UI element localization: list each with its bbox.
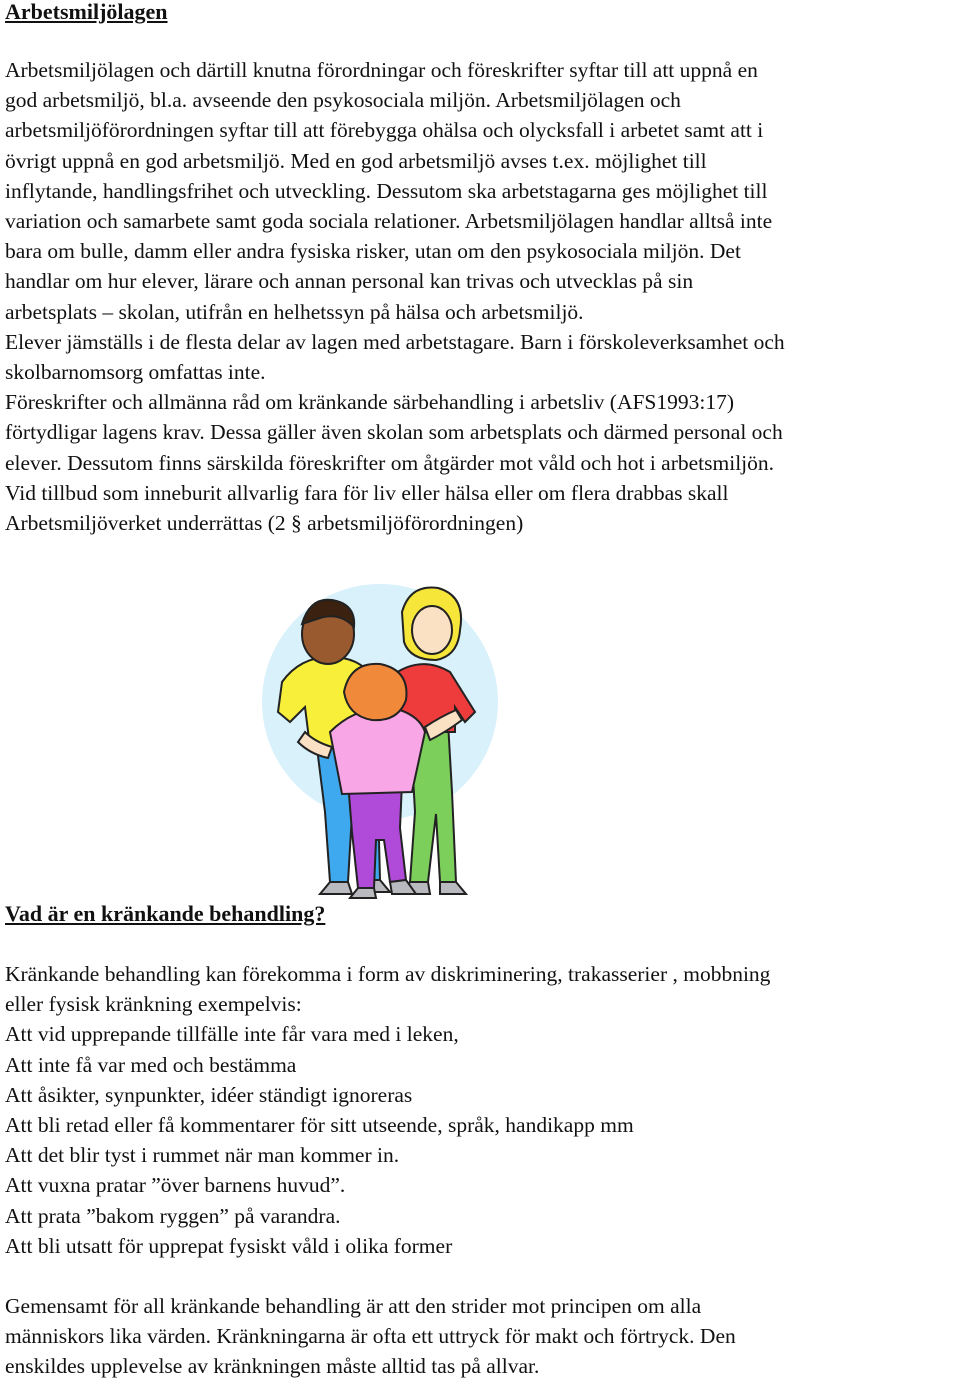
children-holding-hands-illustration xyxy=(260,582,500,902)
paragraph-spacer xyxy=(5,1261,955,1291)
list-item: Att vid upprepande tillfälle inte får vara med i leken, xyxy=(5,1022,459,1047)
paragraph-line: Arbetsmiljöverket underrättas (2 § arbetsmiljöförordningen) xyxy=(5,511,524,536)
section-arbetsmiljolagen xyxy=(5,55,955,538)
list-item: Att bli retad eller få kommentarer för sitt utseende, språk, handikapp mm xyxy=(5,1113,634,1138)
list-item: Att inte få var med och bestämma xyxy=(5,1052,297,1077)
list-item: Att bli utsatt för upprepat fysiskt våld i olika former xyxy=(5,1233,453,1258)
page-title: Arbetsmiljölagen xyxy=(5,0,168,24)
paragraph-line: Elever jämställs i de flesta delar av lagen med arbetstagare. Barn i förskoleverksamhet och xyxy=(5,329,785,354)
section-heading: Vad är en kränkande behandling? xyxy=(5,901,326,926)
paragraph-line: förtydligar lagens krav. Dessa gäller även skolan som arbetsplats och därmed personal och xyxy=(5,420,783,445)
paragraph-line: handlar om hur elever, lärare och annan personal kan trivas och utvecklas på sin xyxy=(5,269,694,294)
list-item: Att vuxna pratar ”över barnens huvud”. xyxy=(5,1173,346,1198)
paragraph-line: övrigt uppnå en god arbetsmiljö. Med en god arbetsmiljö avses t.ex. möjlighet till xyxy=(5,148,707,173)
paragraph-line: människors lika värden. Kränkningarna är ofta ett uttryck för makt och förtryck. Den xyxy=(5,1324,736,1349)
paragraph-line: arbetsplats – skolan, utifrån en helhetssyn på hälsa och arbetsmiljö. xyxy=(5,299,584,324)
paragraph-line: Vid tillbud som inneburit allvarlig fara för liv eller hälsa eller om flera drabbas skall xyxy=(5,480,729,505)
paragraph-line: bara om bulle, damm eller andra fysiska risker, utan om den psykosociala miljön. Det xyxy=(5,239,741,264)
paragraph-line: arbetsmiljöförordningen syftar till att förebygga ohälsa och olycksfall i arbetet samt att i xyxy=(5,118,764,143)
paragraph-line: Arbetsmiljölagen och därtill knutna förordningar och föreskrifter syftar till att uppnå en xyxy=(5,58,758,82)
paragraph-line: god arbetsmiljö, bl.a. avseende den psykosociala miljön. Arbetsmiljölagen och xyxy=(5,88,681,113)
paragraph-line: Föreskrifter och allmänna råd om kränkande särbehandling i arbetsliv (AFS1993:17) xyxy=(5,390,735,415)
paragraph-line: Gemensamt för all kränkande behandling är att den strider mot principen om alla xyxy=(5,1294,702,1319)
paragraph-line: skolbarnomsorg omfattas inte. xyxy=(5,360,266,385)
list-item: Att prata ”bakom ryggen” på varandra. xyxy=(5,1203,341,1228)
section-krankande-behandling xyxy=(5,959,955,1382)
paragraph-line: enskildes upplevelse av kränkningen måste alltid tas på allvar. xyxy=(5,1354,540,1379)
paragraph-line: Kränkande behandling kan förekomma i form av diskriminering, trakasserier , mobbning xyxy=(5,962,771,986)
paragraph-line: variation och samarbete samt goda sociala relationer. Arbetsmiljölagen handlar alltså inte xyxy=(5,209,773,234)
paragraph-line: elever. Dessutom finns särskilda föreskrifter om åtgärder mot våld och hot i arbetsmiljön. xyxy=(5,450,775,475)
paragraph-line: inflytande, handlingsfrihet och utveckling. Dessutom ska arbetstagarna ges möjlighet till xyxy=(5,178,768,203)
list-item: Att det blir tyst i rummet när man kommer in. xyxy=(5,1143,400,1168)
list-item: Att åsikter, synpunkter, idéer ständigt ignoreras xyxy=(5,1082,413,1107)
paragraph-line: eller fysisk kränkning exempelvis: xyxy=(5,992,302,1017)
